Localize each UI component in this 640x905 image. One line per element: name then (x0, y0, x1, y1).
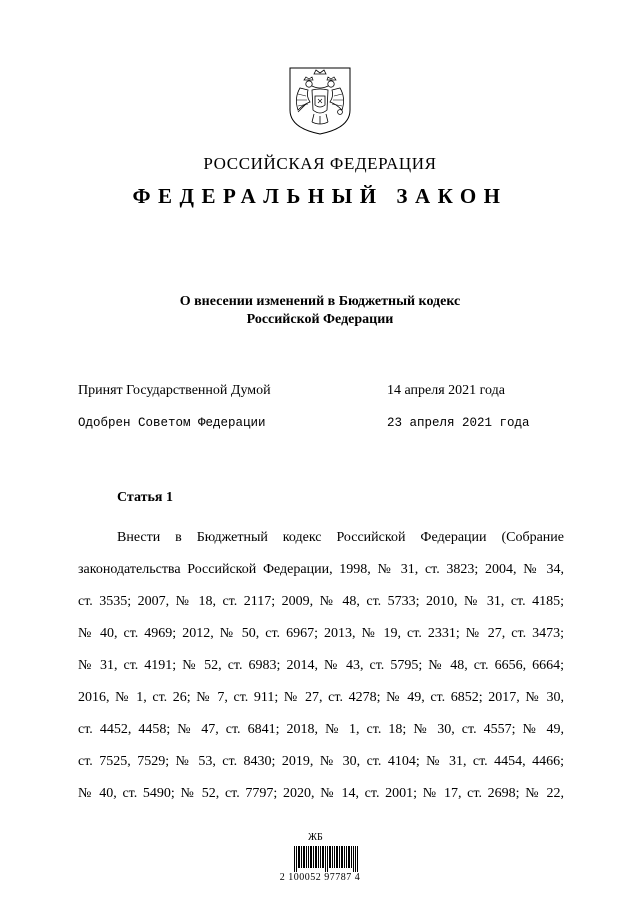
body-line: № 40, ст. 4969; 2012, № 50, ст. 6967; 2013, № 19, ст. 2331; № 27, ст. 3473; (78, 626, 564, 641)
barcode (294, 846, 358, 872)
duma-adoption-date: 14 апреля 2021 года (387, 383, 505, 398)
body-line: ст. 4452, 4458; № 47, ст. 6841; 2018, № 1, ст. 18; № 30, ст. 4557; № 49, (78, 722, 564, 737)
body-line: Внести в Бюджетный кодекс Российской Федерации (Собрание (117, 530, 564, 545)
law-subject-line-1: О внесении изменений в Бюджетный кодекс (179, 294, 461, 309)
council-approval-label: Одобрен Советом Федерации (78, 416, 266, 430)
law-subject-line-2: Российской Федерации (246, 312, 394, 327)
body-line: ст. 3535; 2007, № 18, ст. 2117; 2009, № 48, ст. 5733; 2010, № 31, ст. 4185; (78, 594, 564, 609)
body-line: № 31, ст. 4191; № 52, ст. 6983; 2014, № 43, ст. 5795; № 48, ст. 6656, 6664; (78, 658, 564, 673)
law-type-title: ФЕДЕРАЛЬНЫЙ ЗАКОН (132, 184, 508, 208)
body-line: № 40, ст. 5490; № 52, ст. 7797; 2020, № 14, ст. 2001; № 17, ст. 2698; № 22, (78, 786, 564, 801)
body-line: 2016, № 1, ст. 26; № 7, ст. 911; № 27, ст. 4278; № 49, ст. 6852; 2017, № 30, (78, 690, 564, 705)
duma-adoption-label: Принят Государственной Думой (78, 383, 271, 398)
body-line: законодательства Российской Федерации, 1998, № 31, ст. 3823; 2004, № 34, (78, 562, 564, 577)
body-line: ст. 7525, 7529; № 53, ст. 8430; 2019, № 30, ст. 4104; № 31, ст. 4454, 4466; (78, 754, 564, 769)
law-subject (0, 293, 640, 329)
article-heading: Статья 1 (117, 490, 173, 505)
coat-of-arms-emblem (286, 64, 354, 136)
council-approval-date: 23 апреля 2021 года (387, 416, 530, 430)
barcode-number: 2 100052 97787 4 (279, 872, 361, 883)
country-name: РОССИЙСКАЯ ФЕДЕРАЦИЯ (203, 154, 437, 173)
handwritten-mark: ЖБ (308, 832, 323, 843)
article-body (78, 522, 564, 810)
